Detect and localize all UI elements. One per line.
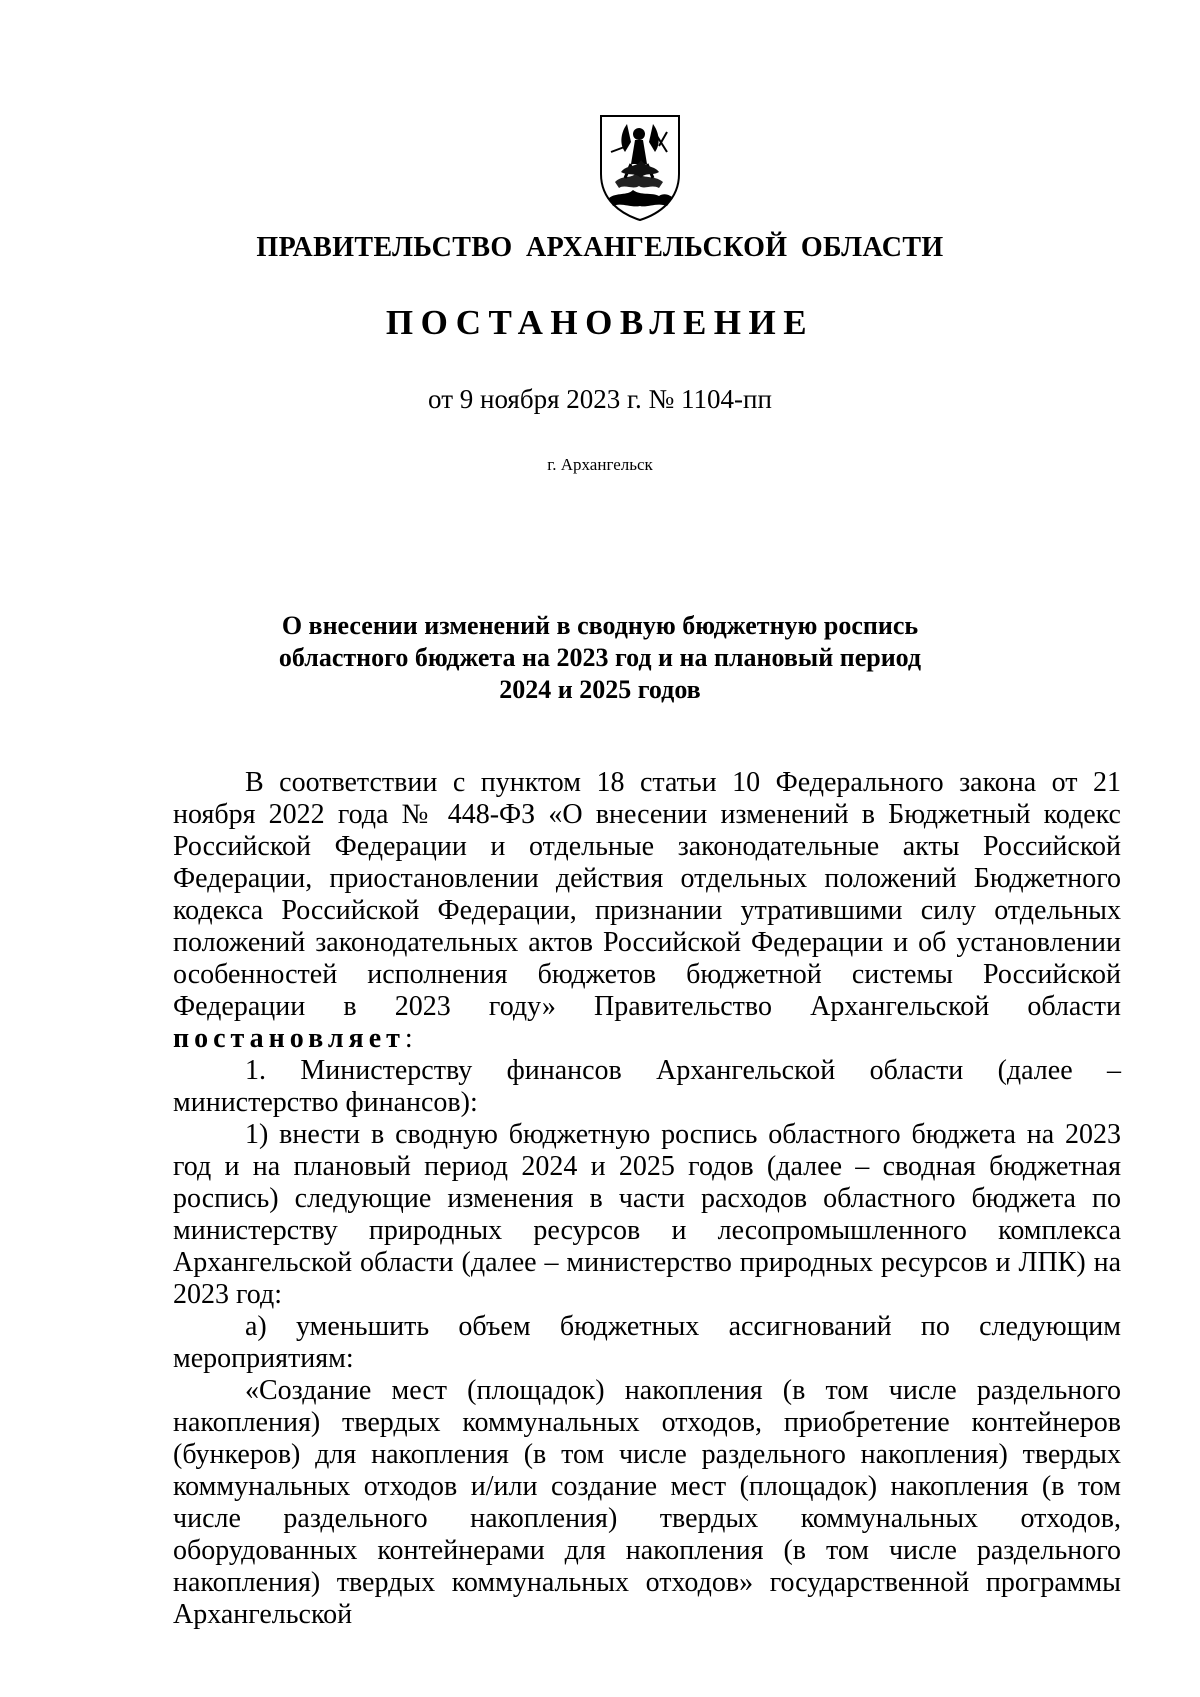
paragraph-subitem-a: а) уменьшить объем бюджетных ассигнований по следующим мероприятиям: <box>173 1311 1121 1374</box>
title-line-3: 2024 и 2025 годов <box>499 675 701 704</box>
preamble-colon: : <box>404 1023 413 1054</box>
paragraph-item-1: 1. Министерству финансов Архангельской области (далее – министерство финансов): <box>173 1055 1121 1118</box>
paragraph-preamble <box>173 767 1121 1055</box>
document-title <box>0 610 1200 706</box>
coat-of-arms-emblem <box>597 112 683 222</box>
title-line-1: О внесении изменений в сводную бюджетную роспись <box>281 611 919 640</box>
decree-keyword: постановляет <box>173 1023 405 1054</box>
paragraph-measure: «Создание мест (площадок) накопления (в том числе раздельного накопления) твердых коммунальных отходов, приобретение контейнеров (бункеров) для накопления (в том числе раздельного накопления) твердых коммунальных отходов и/или создание мест (площадок) накопления (в том числе раздельного накопления) твердых коммунальных отходов, оборудованных контейнерами для накопления (в том числе раздельного накопления) твердых коммунальных отходов» государственной программы Архангельской <box>173 1375 1121 1630</box>
title-line-2: областного бюджета на 2023 год и на плановый период <box>278 643 922 672</box>
government-name: ПРАВИТЕЛЬСТВО АРХАНГЕЛЬСКОЙ ОБЛАСТИ <box>256 232 944 263</box>
date-and-number: от 9 ноября 2023 г. № 1104-пп <box>428 384 772 414</box>
document-type: ПОСТАНОВЛЕНИЕ <box>385 303 815 342</box>
paragraph-subitem-1: 1) внести в сводную бюджетную роспись областного бюджета на 2023 год и на плановый период 2024 и 2025 годов (далее – сводная бюджетная роспись) следующие изменения в части расходов областного бюджета по министерству природных ресурсов и лесопромышленного комплекса Архангельской области (далее – министерство природных ресурсов и ЛПК) на 2023 год: <box>173 1119 1121 1310</box>
city: г. Архангельск <box>547 455 653 474</box>
preamble-text: В соответствии с пунктом 18 статьи 10 Федерального закона от 21 ноября 2022 года № 448-ФЗ «О внесении изменений в Бюджетный кодекс Российской Федерации и отдельные законодательные акты Российской Федерации, приостановлении действия отдельных положений Бюджетного кодекса Российской Федерации, признании утратившими силу отдельных положений законодательных актов Российской Федерации и об установлении особенностей исполнения бюджетов бюджетной системы Российской Федерации в 2023 году» Правительство Архангельской области <box>173 767 1121 1022</box>
document-body <box>173 767 1121 1631</box>
